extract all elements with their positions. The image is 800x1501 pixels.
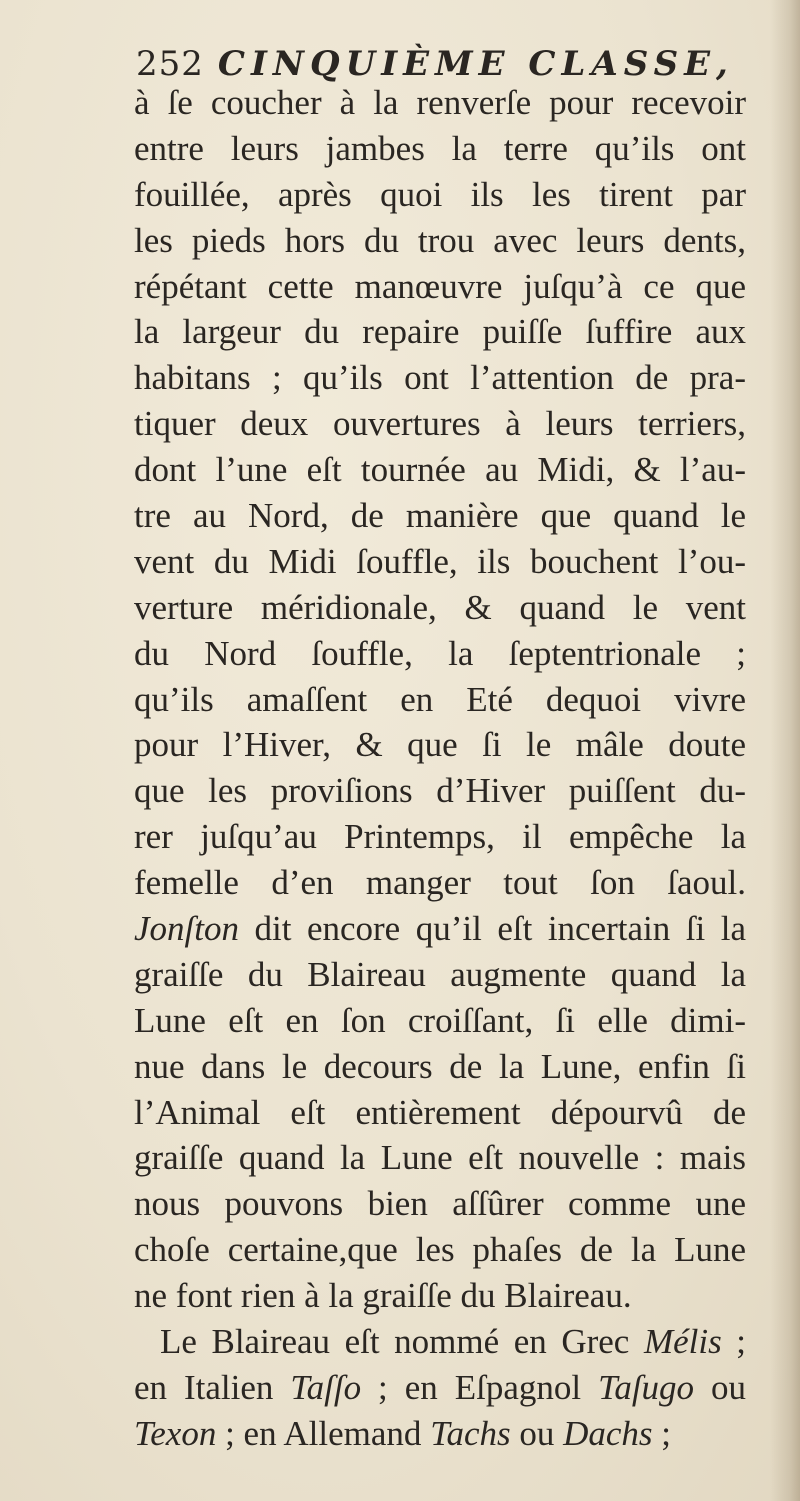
text-line xyxy=(134,1365,746,1411)
text-line xyxy=(134,1090,746,1136)
text-line xyxy=(134,1411,746,1457)
text-segment: dont l’une eſt tournée au Midi, & l’au- xyxy=(134,450,746,490)
text-segment: graiſſe quand la Lune eſt nouvelle : mais xyxy=(134,1138,746,1178)
text-line xyxy=(134,355,746,401)
text-segment: rer juſqu’au Printemps, il empêche la xyxy=(134,817,746,857)
text-line xyxy=(134,172,746,218)
body-text xyxy=(134,80,746,1457)
text-line xyxy=(134,860,746,906)
text-segment: femelle d’en manger tout ſon ſaoul. xyxy=(134,863,746,903)
text-line xyxy=(134,80,746,126)
text-segment: choſe certaine,que les phaſes de la Lune xyxy=(134,1230,746,1270)
italic-segment: Texon xyxy=(134,1413,217,1453)
text-line xyxy=(134,906,746,952)
italic-segment: Mélis xyxy=(643,1322,722,1362)
text-segment: entre leurs jambes la terre qu’ils ont xyxy=(134,128,746,168)
text-line xyxy=(134,1227,746,1273)
text-segment: du Nord ſouffle, la ſeptentrionale ; xyxy=(134,633,746,673)
text-line xyxy=(134,631,746,677)
text-segment: les pieds hors du trou avec leurs dents, xyxy=(134,220,746,260)
text-segment: à ſe coucher à la renverſe pour recevoir xyxy=(134,83,746,122)
text-line xyxy=(134,722,746,768)
text-segment: fouillée, après quoi ils les tirent par xyxy=(134,174,746,214)
text-line xyxy=(134,401,746,447)
text-segment: ; en Allemand xyxy=(216,1413,431,1453)
text-segment: ; xyxy=(721,1322,747,1362)
text-line xyxy=(134,1044,746,1090)
text-segment: tiquer deux ouvertures à leurs terriers, xyxy=(134,404,746,444)
text-segment: graiſſe du Blaireau augmente quand la xyxy=(134,954,746,994)
text-line xyxy=(134,998,746,1044)
text-segment: verture méridionale, & quand le vent xyxy=(134,587,746,627)
text-line xyxy=(134,1135,746,1181)
text-line xyxy=(134,264,746,310)
text-line xyxy=(134,1319,746,1365)
text-segment: qu’ils amaſſent en Eté dequoi vivre xyxy=(134,679,746,719)
text-segment: la largeur du repaire puiſſe ſuffire aux xyxy=(134,312,746,352)
text-segment: vent du Midi ſouffle, ils bouchent l’ou- xyxy=(134,541,746,581)
running-head: CINQUIÈME CLASSE, xyxy=(217,44,734,84)
text-line xyxy=(134,539,746,585)
text-line xyxy=(134,218,746,264)
text-segment: que les proviſions d’Hiver puiſſent du- xyxy=(134,771,746,811)
text-line xyxy=(134,952,746,998)
italic-segment: Taſſo xyxy=(290,1367,362,1407)
text-segment: Lune eſt en ſon croiſſant, ſi elle dimi- xyxy=(134,1000,746,1040)
italic-segment: Tachs xyxy=(430,1413,511,1453)
text-line xyxy=(134,126,746,172)
text-segment: ; en Eſpagnol xyxy=(361,1367,599,1407)
text-segment: ; xyxy=(652,1413,672,1453)
text-line xyxy=(134,585,746,631)
text-segment: l’Animal eſt entièrement dépourvû de xyxy=(134,1092,746,1132)
text-segment: répétant cette manœuvre juſqu’à ce que xyxy=(134,266,746,306)
text-line xyxy=(134,814,746,860)
text-segment: tre au Nord, de manière que quand le xyxy=(134,496,746,536)
text-segment: Le Blaireau eſt nommé en Grec xyxy=(160,1322,644,1362)
text-segment: ne font rien à la graiſſe du Blaireau. xyxy=(134,1276,632,1316)
text-segment: pour l’Hiver, & que ſi le mâle doute xyxy=(134,725,746,765)
text-line xyxy=(134,309,746,355)
text-segment: ou xyxy=(694,1367,747,1407)
text-segment: nous pouvons bien aſſûrer comme une xyxy=(134,1184,746,1224)
text-segment: nue dans le decours de la Lune, enfin ſi xyxy=(134,1046,746,1086)
text-segment: ou xyxy=(510,1413,564,1453)
text-line xyxy=(134,493,746,539)
italic-segment: Dachs xyxy=(563,1413,653,1453)
text-line xyxy=(134,1273,746,1319)
text-line xyxy=(134,677,746,723)
text-line xyxy=(134,1181,746,1227)
text-line xyxy=(134,447,746,493)
text-segment: habitans ; qu’ils ont l’attention de pra- xyxy=(134,358,746,398)
italic-segment: Taſugo xyxy=(598,1367,695,1407)
text-segment: en Italien xyxy=(134,1367,291,1407)
text-line xyxy=(134,768,746,814)
italic-segment: Jonſton xyxy=(134,909,239,949)
page-number: 252 xyxy=(136,44,204,84)
text-segment: dit encore qu’il eſt incertain ſi la xyxy=(238,909,746,949)
